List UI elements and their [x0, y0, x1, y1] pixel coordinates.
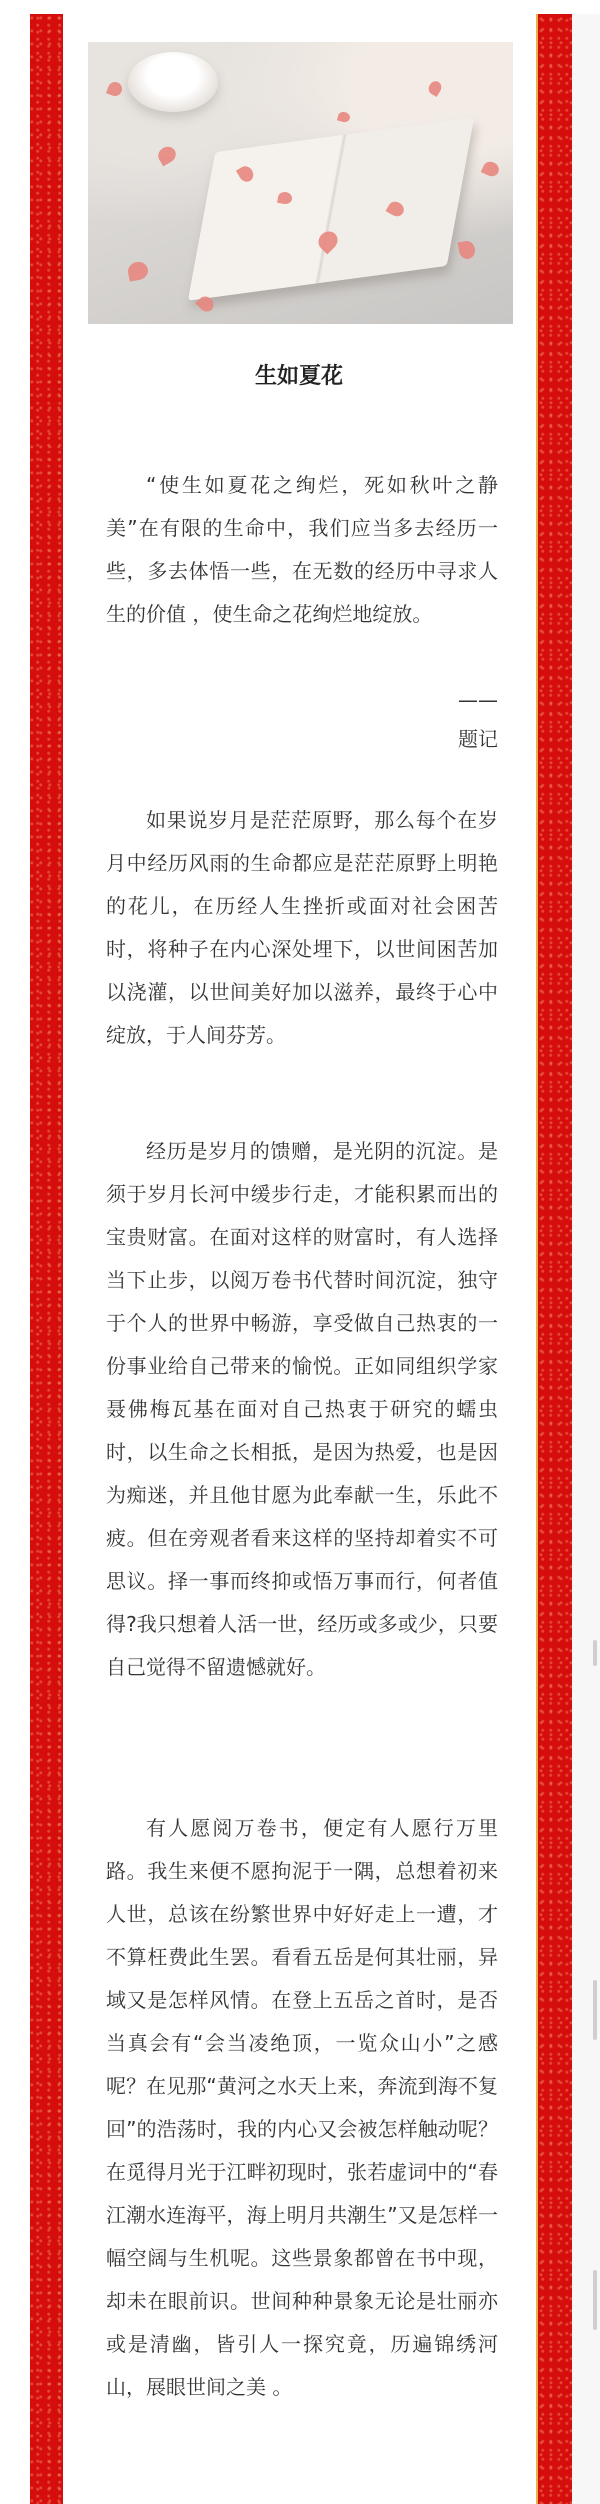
petal-icon	[127, 260, 150, 281]
body-paragraph: 经历是岁月的馈赠，是光阴的沉淀。是须于岁月长河中缓步行走，才能积累而出的宝贵财富。在面对这样的财富时，有人选择当下止步，以阅万卷书代替时间沉淀，独守于个人的世界中畅游，享受做自己热衷的一份事业给自己带来的愉悦。正如同组织学家聂佛梅瓦基在面对自己热衷于研究的蠕虫时，以生命之长相抵，是因为热爱，也是因为痴迷，并且他甘愿为此奉献一生，乐此不疲。但在旁观者看来这样的坚持却着实不可思议。择一事而终抑或悟万事而行，何者值得?我只想着人活一世，经历或多或少，只要自己觉得不留遗憾就好。	[106, 1139, 498, 1679]
right-red-border	[538, 14, 572, 2504]
petal-icon	[481, 159, 501, 178]
right-gutter	[572, 14, 600, 2504]
body-paragraph: 有人愿阅万卷书，便定有人愿行万里路。我生来便不愿拘泥于一隅，总想着初来人世，总该在纷繁世界中好好走上一遭，才不算枉费此生罢。看看五岳是何其壮丽，异域又是怎样风情。在登上五岳之首时，是否当真会有“会当凌绝顶，一览众山小”之感呢？在见那“黄河之水天上来，奔流到海不复回”的浩荡时，我的内心又会被怎样触动呢？在觅得月光于江畔初现时，张若虚词中的“春江潮水连海平，海上明月共潮生”又是怎样一幅空阔与生机呢。这些景象都曾在书中现，却未在眼前识。世间种种景象无论是壮丽亦或是清幽，皆引人一探究竟，历遍锦绣河山，展眼世间之美 。	[106, 1816, 498, 2399]
scrollbar-track-mark	[593, 2270, 597, 2330]
scrollbar-track-mark	[593, 1980, 597, 2040]
petal-icon	[106, 80, 124, 98]
epigraph-signature: 题记	[458, 727, 498, 751]
epigraph-dash: ——	[458, 688, 498, 712]
open-book-icon	[188, 117, 474, 300]
petal-icon	[337, 111, 351, 124]
body-paragraph: 如果说岁月是茫茫原野，那么每个在岁月中经历风雨的生命都应是茫茫原野上明艳的花儿，在历经人生挫折或面对社会困苦时，将种子在内心深处埋下，以世间困苦加以浇灌，以世间美好加以滋养，最终于心中绽放，于人间芬芳。	[106, 808, 498, 1047]
epigraph-paragraph: “使生如夏花之绚烂，死如秋叶之静美”在有限的生命中，我们应当多去经历一些，多去体悟一些，在无数的经历中寻求人生的价值 ，使生命之花绚烂地绽放。	[106, 473, 498, 626]
tea-cup-icon	[128, 52, 218, 112]
left-red-border	[30, 14, 63, 2504]
scrollbar-thumb[interactable]	[593, 1640, 597, 1666]
hero-image	[88, 42, 513, 324]
article-title: 生如夏花	[254, 364, 343, 389]
petal-icon	[426, 79, 443, 97]
petal-icon	[155, 144, 179, 167]
petal-icon	[458, 240, 477, 261]
